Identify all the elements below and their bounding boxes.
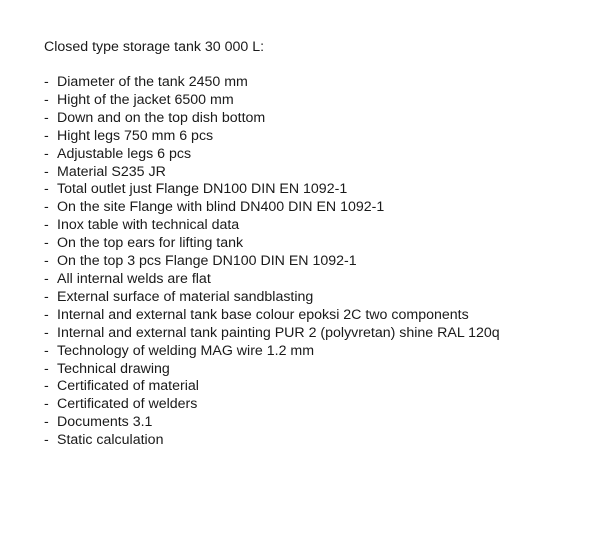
list-item: [44, 325, 584, 343]
list-item: [44, 181, 584, 199]
list-item: [44, 396, 584, 414]
list-item-text: External surface of material sandblasting: [57, 288, 314, 305]
list-item-text: Hight legs 750 mm 6 pcs: [57, 127, 214, 144]
list-item: [44, 146, 584, 164]
list-item-text: Diameter of the tank 2450 mm: [57, 74, 248, 90]
bullet-dash: -: [44, 342, 49, 359]
list-item: [44, 199, 584, 217]
bullet-dash: -: [44, 432, 49, 449]
list-item-text: Static calculation: [57, 432, 164, 449]
bullet-dash: -: [44, 306, 49, 323]
list-item-text: Technical drawing: [57, 360, 170, 377]
list-item: [44, 253, 584, 271]
bullet-dash: -: [44, 74, 49, 90]
list-item: [44, 432, 584, 450]
list-item-text: Certificated of welders: [57, 396, 198, 413]
list-item-text: Inox table with technical data: [57, 217, 240, 234]
list-item-text: Total outlet just Flange DN100 DIN EN 1092-1: [57, 181, 348, 198]
list-item: [44, 164, 584, 182]
list-item-text: All internal welds are flat: [57, 270, 211, 287]
bullet-dash: -: [44, 360, 49, 377]
list-item: [44, 271, 584, 289]
list-item-text: Technology of welding MAG wire 1.2 mm: [57, 342, 315, 359]
list-item-text: Adjustable legs 6 pcs: [57, 145, 192, 162]
bullet-dash: -: [44, 163, 49, 180]
bullet-dash: -: [44, 270, 49, 287]
list-item: [44, 378, 584, 396]
list-item: [44, 289, 584, 307]
list-item-text: On the top 3 pcs Flange DN100 DIN EN 1092-1: [57, 253, 357, 270]
list-item-text: Internal and external tank base colour epoksi 2C two components: [57, 306, 469, 323]
list-item: [44, 217, 584, 235]
bullet-dash: -: [44, 217, 49, 234]
bullet-dash: -: [44, 288, 49, 305]
document-title: Closed type storage tank 30 000 L:: [44, 39, 265, 55]
spec-document: [44, 38, 584, 450]
bullet-dash: -: [44, 145, 49, 162]
bullet-dash: -: [44, 235, 49, 252]
list-item-text: Down and on the top dish bottom: [57, 109, 266, 126]
list-item: [44, 74, 584, 92]
bullet-dash: -: [44, 396, 49, 413]
bullet-dash: -: [44, 414, 49, 431]
list-item: [44, 361, 584, 379]
bullet-dash: -: [44, 181, 49, 198]
list-item-text: Material S235 JR: [57, 163, 166, 180]
bullet-dash: -: [44, 199, 49, 216]
bullet-dash: -: [44, 127, 49, 144]
list-item: [44, 128, 584, 146]
list-item: [44, 414, 584, 432]
bullet-dash: -: [44, 324, 49, 341]
list-item-text: Certificated of material: [57, 378, 199, 395]
list-item-text: On the site Flange with blind DN400 DIN EN 1092-1: [57, 199, 385, 216]
bullet-dash: -: [44, 91, 49, 108]
list-item-text: Internal and external tank painting PUR 2 (polyvretan) shine RAL 120q: [57, 324, 500, 341]
list-item-text: Hight of the jacket 6500 mm: [57, 91, 234, 108]
list-item: [44, 110, 584, 128]
bullet-dash: -: [44, 253, 49, 270]
bullet-dash: -: [44, 378, 49, 395]
list-item: [44, 307, 584, 325]
list-item-text: On the top ears for lifting tank: [57, 235, 244, 252]
list-item: [44, 343, 584, 361]
list-item: [44, 235, 584, 253]
spec-list: [44, 74, 584, 450]
list-item-text: Documents 3.1: [57, 414, 153, 431]
bullet-dash: -: [44, 109, 49, 126]
list-item: [44, 92, 584, 110]
